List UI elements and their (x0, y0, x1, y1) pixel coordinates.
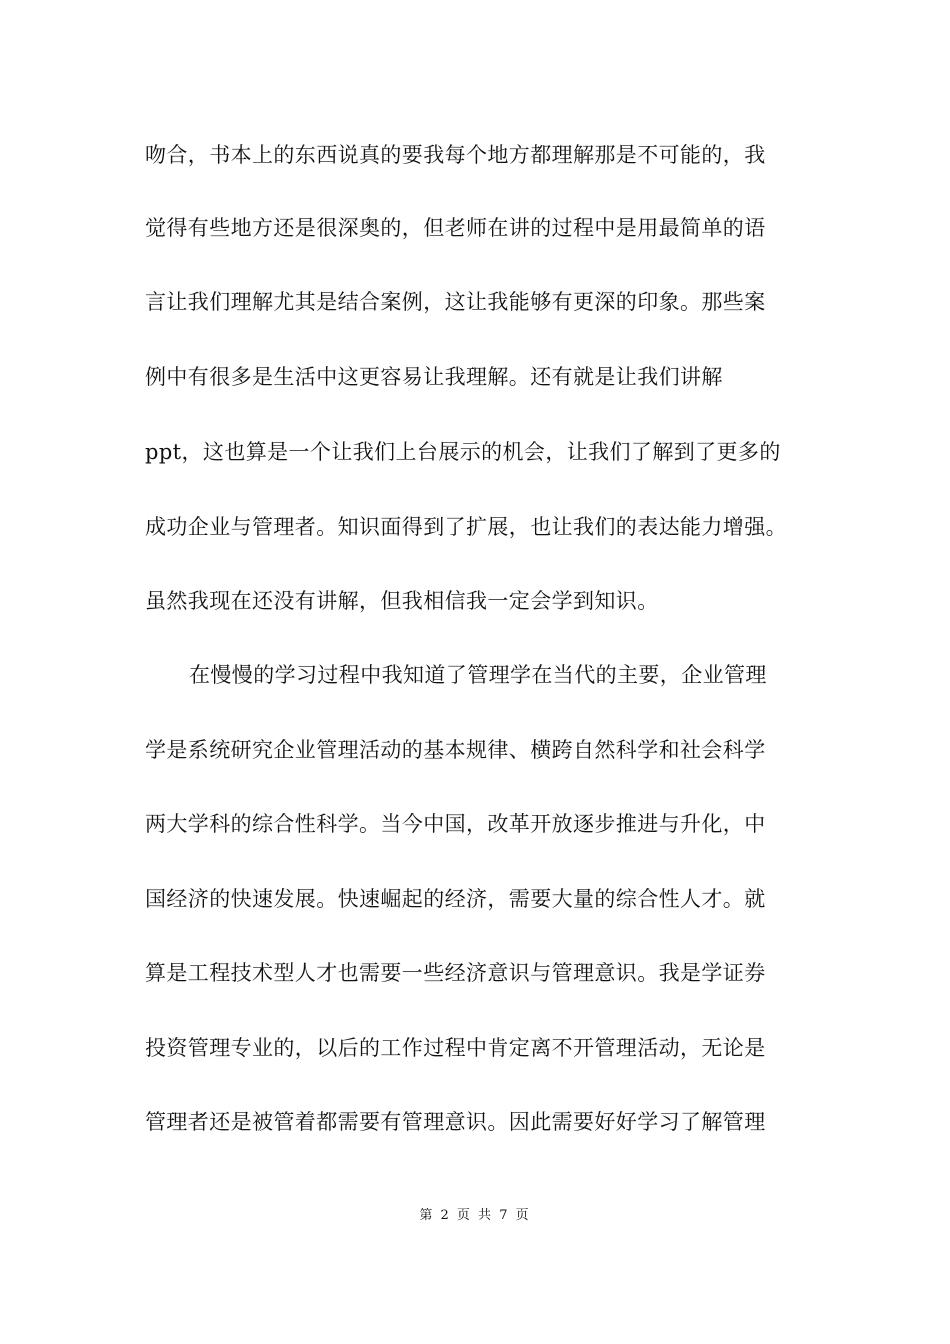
text-line: 吻合，书本上的东西说真的要我每个地方都理解那是不可能的，我 (145, 143, 766, 167)
text-line: ppt，这也算是一个让我们上台展示的机会，让我们了解到了更多的 (145, 440, 781, 464)
page-number-footer: 第 2 页 共 7 页 (419, 1208, 531, 1223)
text-line: 国经济的快速发展。快速崛起的经济，需要大量的综合性人才。就 (145, 887, 766, 911)
text-line: 投资管理专业的，以后的工作过程中肯定离不开管理活动，无论是 (145, 1036, 766, 1060)
text-line: 成功企业与管理者。知识面得到了扩展，也让我们的表达能力增强。 (145, 515, 787, 539)
text-line: 虽然我现在还没有讲解，但我相信我一定会学到知识。 (145, 589, 659, 613)
text-line: 算是工程技术型人才也需要一些经济意识与管理意识。我是学证券 (145, 961, 766, 985)
text-line: 学是系统研究企业管理活动的基本规律、横跨自然科学和社会科学 (145, 738, 766, 762)
text-line: 两大学科的综合性科学。当今中国，改革开放逐步推进与升化，中 (145, 812, 766, 836)
text-line: 例中有很多是生活中这更容易让我理解。还有就是让我们讲解 (145, 365, 723, 389)
text-line: 觉得有些地方还是很深奥的，但老师在讲的过程中是用最简单的语 (145, 216, 766, 240)
text-line: 言让我们理解尤其是结合案例，这让我能够有更深的印象。那些案 (145, 290, 766, 314)
paragraph-first-line: 在慢慢的学习过程中我知道了管理学在当代的主要，企业管理 (189, 663, 767, 687)
text-line: 管理者还是被管着都需要有管理意识。因此需要好好学习了解管理 (145, 1110, 766, 1134)
